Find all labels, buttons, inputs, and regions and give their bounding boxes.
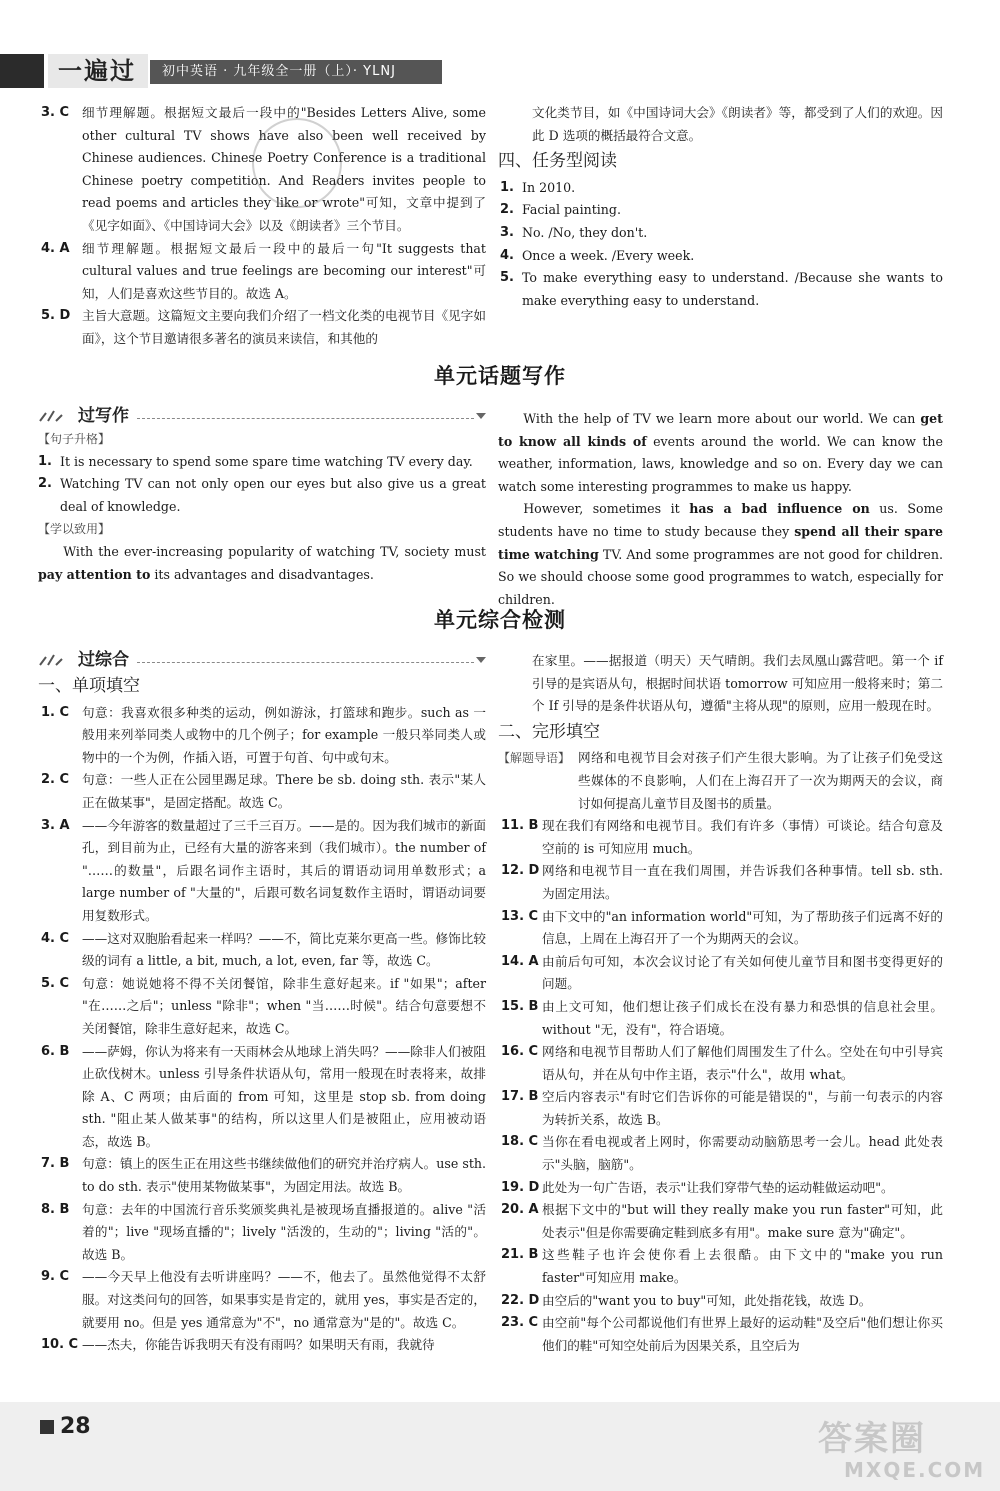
- list-item: 1. It is necessary to spend some spare time watching TV every day.: [38, 453, 473, 469]
- apply-text: With the ever-increasing popularity of watching TV, society must pay attention to its advantages and disadvantages.: [38, 543, 486, 582]
- answer-item: 3. A ——今年游客的数量超过了三千三百万。——是的。因为我们城市的新面孔，到目前为止，已经有大量的游客来到（我们城市）。the number of "……的数量"，后跟名词作主语时，其后的谓语动词用单数形式；a large number of "大量的"，后跟可数名词复数作主语时，谓语动词要用复数形式。: [41, 817, 486, 923]
- test-right-column: [498, 650, 943, 1357]
- answer-item: 4. A 细节理解题。根据短文最后一段中的最后一句"It suggests that cultural values and true feelings are becoming our interest"可知，人们是喜欢这些节目的。故选 A。: [41, 240, 486, 301]
- writing-left-column: [38, 404, 486, 586]
- answer-item: 9. C ——今天早上他没有去听讲座吗？——不，他去了。虽然他觉得不太舒服。对这类问句的回答，如果事实是肯定的，就用 yes，事实是否定的，就要用 no。但是 yes 通常意为"不"，no 通常意为"是的"。故选 C。: [41, 1269, 486, 1330]
- answer-item: 8. B 句意：去年的中国流行音乐奖颁奖典礼是被现场直播报道的。alive "活着的"；live "现场直播的"；lively "活泼的，生动的"；living "活的"。故选 B。: [41, 1201, 486, 1262]
- stamp-seal-icon: [252, 118, 342, 208]
- answer-item: 14. A 由前后句可知，本次会议讨论了有关如何使儿童节目和图书变得更好的问题。: [501, 953, 943, 992]
- guide-label: 【解题导语】: [498, 751, 571, 766]
- brand-logo: 一遍过: [48, 54, 148, 88]
- answer-item: 16. C 网络和电视节目帮助人们了解他们周围发生了什么。空处在句中引导宾语从句，并在从句中作主语，表示"什么"，故用 what。: [501, 1044, 943, 1082]
- continuation-text: 在家里。——据报道（明天）天气晴朗。我们去凤凰山露营吧。第一个 if 引导的是宾语从句，根据时间状语 tomorrow 可知应用一般将来时；第二个 If 引导的是条件状语从句，遵循"主将从现"的原则，应用一般现在时。: [532, 653, 943, 714]
- answer-item: 3. C 细节理解题。根据短文最后一段中的"Besides Letters Alive, some other cultural TV shows have also been well received by Chinese audiences. Chinese Poetry Conference is a traditional Chinese poetry competition. And Readers invites people to read poems and articles they like or wrote"可知，文章中提到了《见字如面》、《中国诗词大会》以及《朗读者》三个节目。: [41, 105, 486, 233]
- answer-item: 1. C 句意：我喜欢很多种类的运动，例如游泳，打篮球和跑步。such as 一般用来列举同类人或物中的几个例子；for example 一般只举同类人或物中的一个为例，作插入语，可置于句首、句中或句末。: [41, 704, 486, 765]
- test-section-title: 单元综合检测: [434, 608, 566, 632]
- sentence-label: 【句子升格】: [38, 432, 111, 446]
- header-tab: [0, 54, 44, 88]
- sparkle-icon: [38, 653, 72, 667]
- answer-item: 17. B 空后内容表示"有时它们告诉你的可能是错误的"，与前一句表示的内容为转折关系，故选 B。: [501, 1089, 943, 1127]
- essay-paragraph: With the help of TV we learn more about our world. We can get to know all kinds of events around the world. We can know the weather, information, laws, knowledge and so on. Every day we can watch some interesting programmes to make us happy.: [498, 411, 943, 494]
- page-header: [0, 0, 1000, 98]
- answer-item: 7. B 句意：镇上的医生正在用这些书继续做他们的研究并治疗病人。use sth. to do sth. 表示"使用某物做某事"，为固定用法。故选 B。: [41, 1156, 486, 1195]
- list-item: 1. In 2010.: [500, 179, 576, 195]
- triangle-icon: [476, 413, 486, 419]
- answer-item: 15. B 由上文可知，他们想让孩子们成长在没有暴力和恐惧的信息社会里。without "无，没有"，符合语境。: [501, 998, 943, 1037]
- answer-item: 20. A 根据下文中的"but will they really make you run faster"可知，此处表示"但是你需要确定鞋到底多有用"。make sure 意为"确定"。: [501, 1202, 943, 1240]
- answer-item: 4. C ——这对双胞胎看起来一样吗？——不，简比克莱尔更高一些。修饰比较级的词有 a little, a bit, much, a lot, even, far 等，故选 C。: [41, 930, 486, 969]
- guo-test-heading: 过综合: [38, 648, 486, 672]
- book-title: 初中英语 · 九年级全一册（上）· YLNJ: [150, 60, 442, 84]
- answer-item: 2. C 句意：一些人正在公园里踢足球。There be sb. doing sth. 表示"某人正在做某事"，是固定搭配。故选 C。: [41, 772, 486, 810]
- answer-item: 5. C 句意：她说她将不得不关闭餐馆，除非生意好起来。if "如果"；after "在……之后"；unless "除非"；when "当……时候"。结合句意要想不关闭餐馆，除非生意好起来，故选 C。: [41, 975, 486, 1036]
- sparkle-icon: [38, 409, 72, 423]
- list-item: 2. Facial painting.: [500, 202, 621, 218]
- list-item: 4. Once a week. /Every week.: [500, 247, 695, 263]
- section-heading: 一、单项填空: [38, 676, 140, 696]
- guide-block: [498, 747, 943, 815]
- writing-section-title: 单元话题写作: [434, 364, 566, 388]
- square-icon: [40, 1420, 54, 1434]
- answer-item: 22. D 由空后的"want you to buy"可知，此处指花钱，故选 D。: [501, 1292, 872, 1308]
- list-item: 3. No. /No, they don't.: [500, 224, 648, 240]
- guide-text: 网络和电视节目会对孩子们产生很大影响。为了让孩子们免受这些媒体的不良影响，人们在上海召开了一次为期两天的会议，商讨如何提高儿童节目及图书的质量。: [578, 750, 943, 811]
- watermark-logo: 答案圈 MXQE.COM: [818, 1419, 986, 1482]
- task-reading-answers: [498, 177, 943, 313]
- answer-item: 23. C 由空前"每个公司都说他们有世界上最好的运动鞋"及空后"他们想让你买他们的鞋"可知空处前后为因果关系，且空后为: [501, 1315, 943, 1353]
- continuation-text: 文化类节目，如《中国诗词大会》《朗读者》等，都受到了人们的欢迎。因此 D 选项的概括最符合文意。: [532, 105, 943, 143]
- section-heading: 二、完形填空: [498, 721, 600, 742]
- answer-item: 18. C 当你在看电视或者上网时，你需要动动脑筋思考一会儿。head 此处表示"头脑，脑筋"。: [501, 1134, 943, 1173]
- page-number: 28: [40, 1414, 91, 1439]
- essay-paragraph: However, sometimes it has a bad influence on us. Some students have no time to study because they spend all their spare time watching TV. And some programmes are not good for children. So we should choose some good programmes to watch, especially for children.: [498, 501, 943, 607]
- answer-item: 13. C 由下文中的"an information world"可知，为了帮助孩子们远离不好的信息，上周在上海召开了一个为期两天的会议。: [501, 908, 943, 947]
- answer-item: 10. C ——杰夫，你能告诉我明天有没有雨吗？如果明天有雨，我就待: [41, 1337, 435, 1353]
- writing-right-column: [498, 408, 943, 611]
- list-item: 2. Watching TV can not only open our eyes but also give us a great deal of knowledge.: [38, 476, 486, 514]
- test-left-column: [38, 648, 486, 1357]
- apply-label: 【学以致用】: [38, 522, 111, 537]
- guo-writing-heading: 过写作: [38, 404, 486, 428]
- section-heading: 四、任务型阅读: [498, 151, 617, 172]
- triangle-icon: [476, 657, 486, 663]
- answer-item: 12. D 网络和电视节目一直在我们周围，并告诉我们各种事情。tell sb. sth. 为固定用法。: [501, 863, 943, 901]
- answer-item: 21. B 这些鞋子也许会使你看上去很酷。由下文中的"make you run faster"可知应用 make。: [501, 1247, 943, 1286]
- list-item: 5. To make everything easy to understand. /Because she wants to make everything easy to understand.: [500, 270, 943, 308]
- answer-item: 11. B 现在我们有网络和电视节目。我们有许多（事情）可谈论。结合句意及空前的 is 可知应用 much。: [501, 818, 943, 856]
- answer-item: 5. D 主旨大意题。这篇短文主要向我们介绍了一档文化类的电视节目《见字如面》，这个节目邀请很多著名的演员来读信，和其他的: [41, 308, 486, 346]
- top-right-column: [498, 102, 943, 312]
- answer-item: 19. D 此处为一句广告语，表示"让我们穿带气垫的运动鞋做运动吧"。: [501, 1179, 894, 1195]
- answer-item: 6. B ——萨姆，你认为将来有一天雨林会从地球上消失吗？——除非人们被阻止砍伐树木。unless 引导条件状语从句，常用一般现在时表将来，故排除 A、C 两项；由后面的 from 可知，这里是 stop sb. from doing sth. "阻止某人做某事"的结构，所以这里人们是被阻止，应用被动语态，故选 B。: [41, 1043, 486, 1149]
